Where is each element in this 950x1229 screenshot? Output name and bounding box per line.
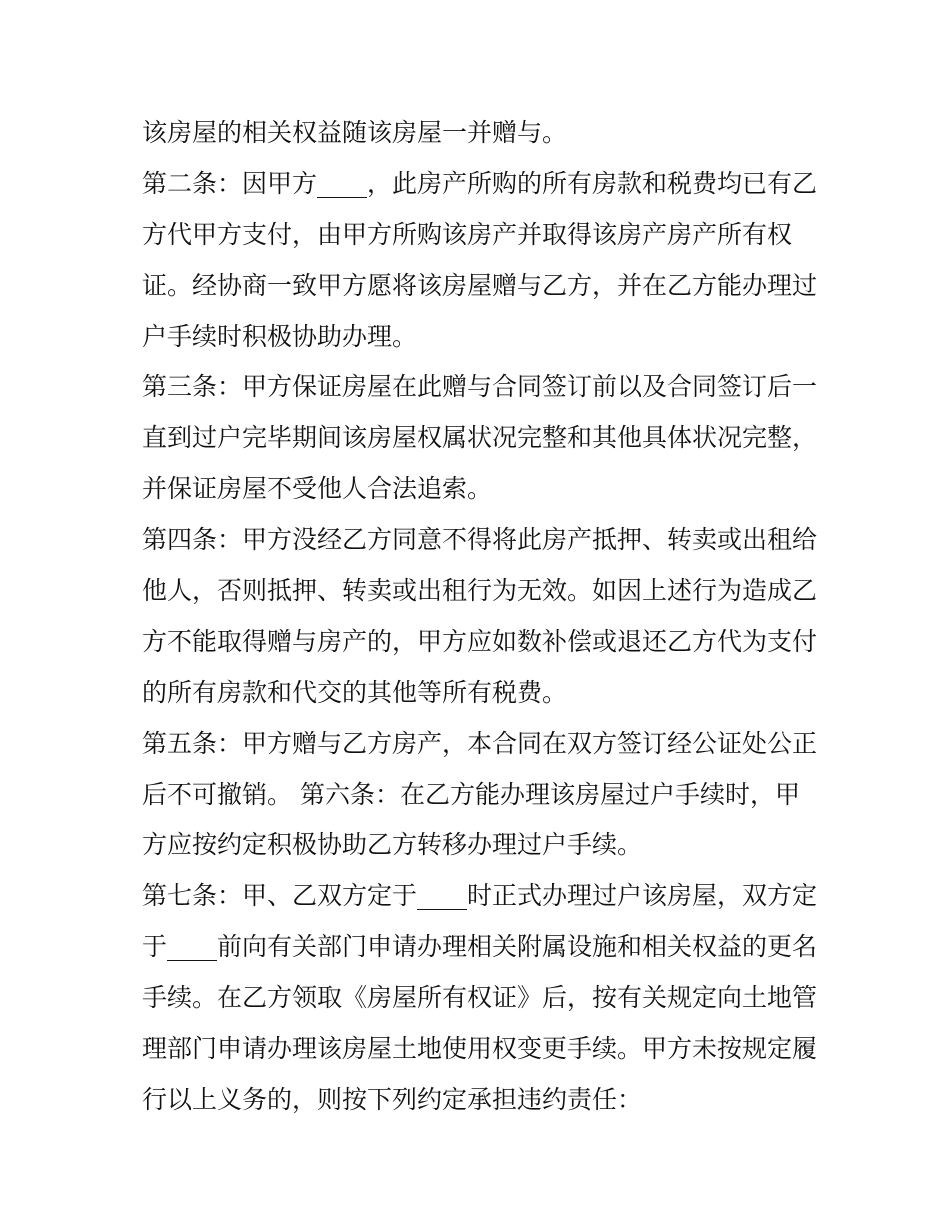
text-line: 第四条：甲方没经乙方同意不得将此房产抵押、转卖或出租给 bbox=[142, 525, 818, 555]
text-line: 证。经协商一致甲方愿将该房屋赠与乙方，并在乙方能办理过 bbox=[142, 270, 818, 300]
text-line: 于____前向有关部门申请办理相关附属设施和相关权益的更名 bbox=[142, 932, 818, 962]
text-line: 第二条：因甲方____，此房产所购的所有房款和税费均已有乙 bbox=[142, 168, 818, 198]
text-line: 理部门申请办理该房屋土地使用权变更手续。甲方未按规定履 bbox=[142, 1034, 818, 1064]
text-line: 第五条：甲方赠与乙方房产，本合同在双方签订经公证处公正 bbox=[142, 728, 818, 758]
text-line: 户手续时积极协助办理。 bbox=[142, 321, 418, 351]
text-line: 后不可撤销。 第六条：在乙方能办理该房屋过户手续时，甲 bbox=[142, 779, 800, 809]
text-line: 方不能取得赠与房产的，甲方应如数补偿或退还乙方代为支付 bbox=[142, 626, 818, 656]
text-line: 第七条：甲、乙双方定于____时正式办理过户该房屋，双方定 bbox=[142, 881, 818, 911]
text-line: 他人，否则抵押、转卖或出租行为无效。如因上述行为造成乙 bbox=[142, 576, 818, 606]
text-line: 的所有房款和代交的其他等所有税费。 bbox=[142, 677, 568, 707]
text-line: 手续。在乙方领取《房屋所有权证》后，按有关规定向土地管 bbox=[142, 983, 818, 1013]
text-line: 该房屋的相关权益随该房屋一并赠与。 bbox=[142, 118, 568, 147]
contract-body-text bbox=[142, 108, 822, 1126]
text-line: 并保证房屋不受他人合法追索。 bbox=[142, 474, 493, 504]
text-line: 方应按约定积极协助乙方转移办理过户手续。 bbox=[142, 830, 643, 860]
text-line: 方代甲方支付，由甲方所购该房产并取得该房产房产所有权 bbox=[142, 219, 793, 249]
text-line: 行以上义务的，则按下列约定承担违约责任： bbox=[142, 1084, 643, 1114]
text-line: 第三条：甲方保证房屋在此赠与合同签订前以及合同签订后一 bbox=[142, 372, 818, 402]
text-line: 直到过户完毕期间该房屋权属状况完整和其他具体状况完整， bbox=[142, 423, 818, 453]
